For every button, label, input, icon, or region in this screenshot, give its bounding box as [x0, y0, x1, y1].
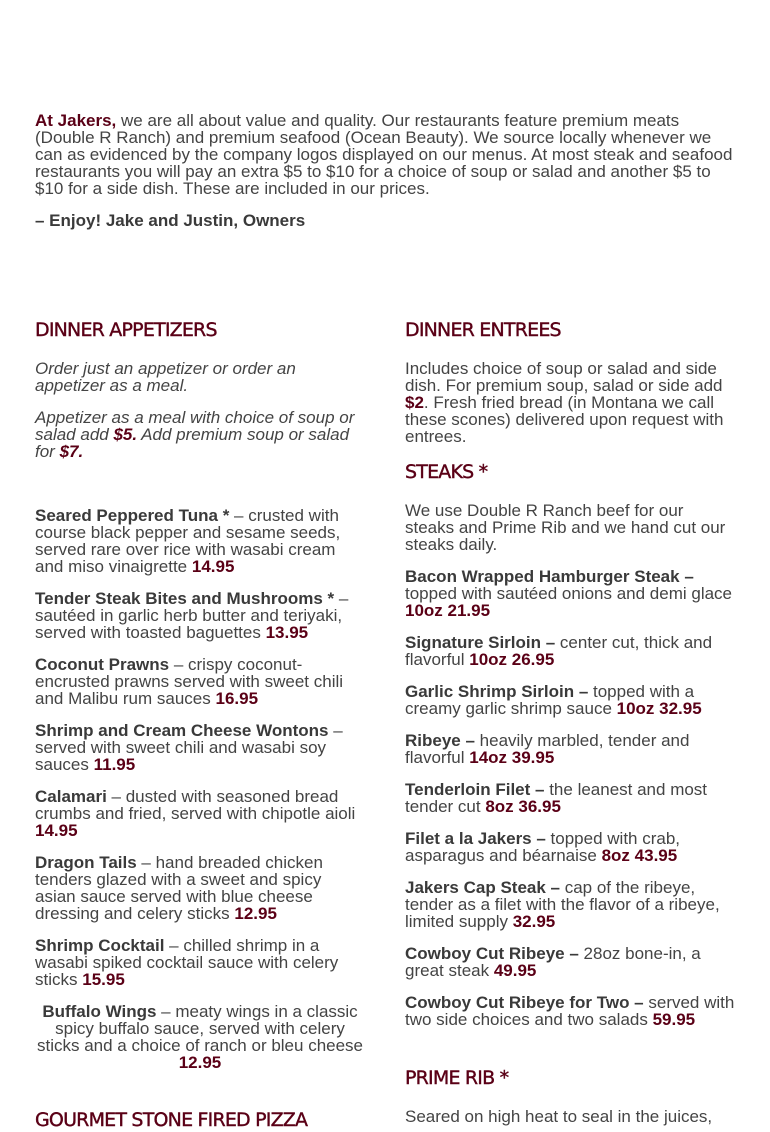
menu-item — [405, 634, 737, 668]
item-name: Filet a la Jakers – — [405, 829, 546, 848]
item-name: Jakers Cap Steak – — [405, 878, 560, 897]
item-desc: – crusted with course black pepper and sesame seeds, served rare over rice with wasabi cream and miso vinaigrette — [35, 506, 341, 576]
owners-signature: – Enjoy! Jake and Justin, Owners — [35, 211, 306, 230]
menu-item — [35, 656, 365, 707]
item-price: 13.95 — [265, 623, 309, 642]
item-name: Shrimp Cocktail — [35, 936, 165, 955]
item-price: 8oz 43.95 — [601, 846, 678, 865]
menu-item — [405, 879, 737, 930]
item-desc: – served with sweet chili and wasabi soy sauces — [35, 721, 343, 774]
steaks-note: We use Double R Ranch beef for our steaks and Prime Rib and we hand cut our steaks daily. — [405, 501, 726, 554]
item-name: Calamari — [35, 787, 107, 806]
item-price: 32.95 — [512, 912, 556, 931]
appetizers-heading: DINNER APPETIZERS — [35, 319, 217, 341]
appetizers-note: Order just an appetizer or order an appetizer as a meal. — [35, 359, 296, 395]
item-desc: – crispy coconut-encrusted prawns served with sweet chili and Malibu rum sauces — [35, 655, 344, 708]
prime-rib-note: Seared on high heat to seal in the juices, — [405, 1107, 713, 1126]
item-desc: – dusted with seasoned bread crumbs and fried, served with chipotle aioli — [35, 787, 356, 823]
item-price: 10oz 32.95 — [616, 699, 702, 718]
item-name: Cowboy Cut Ribeye – — [405, 944, 579, 963]
item-price: 14.95 — [35, 821, 78, 840]
item-desc: – hand breaded chicken tenders glazed with a sweet and spicy asian sauce served with blue cheese dressing and celery sticks — [35, 853, 323, 923]
item-name: Dragon Tails — [35, 853, 137, 872]
item-name: Tenderloin Filet – — [405, 780, 545, 799]
note-text: Add premium soup or salad for — [35, 425, 350, 461]
item-desc: topped with crab, asparagus and béarnaise — [405, 829, 681, 865]
menu-item — [35, 854, 365, 922]
menu-item — [405, 732, 737, 766]
entrees-heading: DINNER ENTREES — [405, 319, 561, 341]
note-text: Appetizer as a meal with choice of soup or salad add — [35, 408, 355, 444]
menu-item — [35, 788, 365, 839]
menu-item — [35, 1003, 365, 1071]
item-name: Coconut Prawns — [35, 655, 170, 674]
item-name: Cowboy Cut Ribeye for Two – — [405, 993, 644, 1012]
intro-section — [35, 112, 735, 229]
intro-lead: At Jakers, — [35, 111, 117, 130]
menu-item — [35, 507, 365, 575]
entrees-column — [405, 318, 737, 1125]
item-price: 49.95 — [493, 961, 537, 980]
item-price: 10oz 26.95 — [469, 650, 555, 669]
item-price: 11.95 — [93, 755, 136, 774]
item-price: 10oz 21.95 — [405, 601, 491, 620]
item-desc: topped with a creamy garlic shrimp sauce — [405, 682, 695, 718]
item-price: 8oz 36.95 — [485, 797, 561, 816]
menu-item — [405, 830, 737, 864]
item-name: Garlic Shrimp Sirloin – — [405, 682, 589, 701]
menu-item — [35, 722, 365, 773]
appetizers-column — [35, 318, 365, 1132]
item-name: Buffalo Wings — [42, 1002, 157, 1021]
item-price: 12.95 — [234, 904, 277, 923]
item-name: Seared Peppered Tuna — [35, 506, 218, 525]
item-desc: 28oz bone-in, a great steak — [405, 944, 701, 980]
item-desc: center cut, thick and flavorful — [405, 633, 713, 669]
item-desc: heavily marbled, tender and flavorful — [405, 731, 690, 767]
note-text: . Fresh fried bread (in Montana we call these scones) delivered upon request with entrees. — [405, 393, 724, 446]
item-desc: cap of the ribeye, tender as a filet with the flavor of a ribeye, limited supply — [405, 878, 720, 931]
note-price: $7. — [59, 442, 84, 461]
menu-item — [405, 568, 737, 619]
item-desc: the leanest and most tender cut — [405, 780, 708, 816]
prime-rib-heading: PRIME RIB * — [405, 1067, 509, 1089]
pizza-heading: GOURMET STONE FIRED PIZZA — [35, 1109, 308, 1131]
menu-item — [405, 994, 737, 1028]
item-desc: served with two side choices and two salads — [405, 993, 735, 1029]
entrees-note — [405, 360, 737, 445]
menu-item — [35, 590, 365, 641]
item-mark: * — [217, 506, 230, 525]
item-price: 14.95 — [191, 557, 235, 576]
steaks-heading: STEAKS * — [405, 461, 488, 483]
note-price: $2 — [405, 393, 424, 412]
item-price: 14oz 39.95 — [469, 748, 555, 767]
note-text: Includes choice of soup or salad and side dish. For premium soup, salad or side add — [405, 359, 723, 395]
menu-item — [405, 683, 737, 717]
item-price: 15.95 — [82, 970, 125, 989]
item-price: 59.95 — [652, 1010, 696, 1029]
item-name: Signature Sirloin – — [405, 633, 556, 652]
item-desc: – meaty wings in a classic spicy buffalo sauce, served with celery sticks and a choice of ranch or bleu cheese — [36, 1002, 364, 1055]
item-name: Ribeye – — [405, 731, 475, 750]
item-desc: – chilled shrimp in a wasabi spiked cocktail sauce with celery sticks — [35, 936, 339, 989]
item-name: Tender Steak Bites and Mushrooms — [35, 589, 323, 608]
menu-item — [35, 937, 365, 988]
item-name: Shrimp and Cream Cheese Wontons — [35, 721, 329, 740]
item-name: Bacon Wrapped Hamburger Steak – — [405, 567, 694, 586]
intro-body: we are all about value and quality. Our restaurants feature premium meats (Double R Ranch) and premium seafood (Ocean Beauty). We source locally whenever we can as evidenced by the company logos displayed on our menus. At most steak and seafood restaurants you will pay an extra $5 to $10 for a choice of soup or salad and another $5 to $10 for a side dish. These are included in our prices. — [35, 111, 733, 198]
item-price: 12.95 — [178, 1053, 222, 1072]
note-price: $5. — [113, 425, 138, 444]
item-mark: * — [322, 589, 335, 608]
intro-paragraph — [35, 112, 735, 197]
item-desc: – sautéed in garlic herb butter and teriyaki, served with toasted baguettes — [35, 589, 349, 642]
menu-item — [405, 781, 737, 815]
item-desc: topped with sautéed onions and demi glace — [405, 584, 733, 603]
appetizer-meal-note — [35, 409, 365, 460]
menu-item — [405, 945, 737, 979]
item-price: 16.95 — [215, 689, 259, 708]
